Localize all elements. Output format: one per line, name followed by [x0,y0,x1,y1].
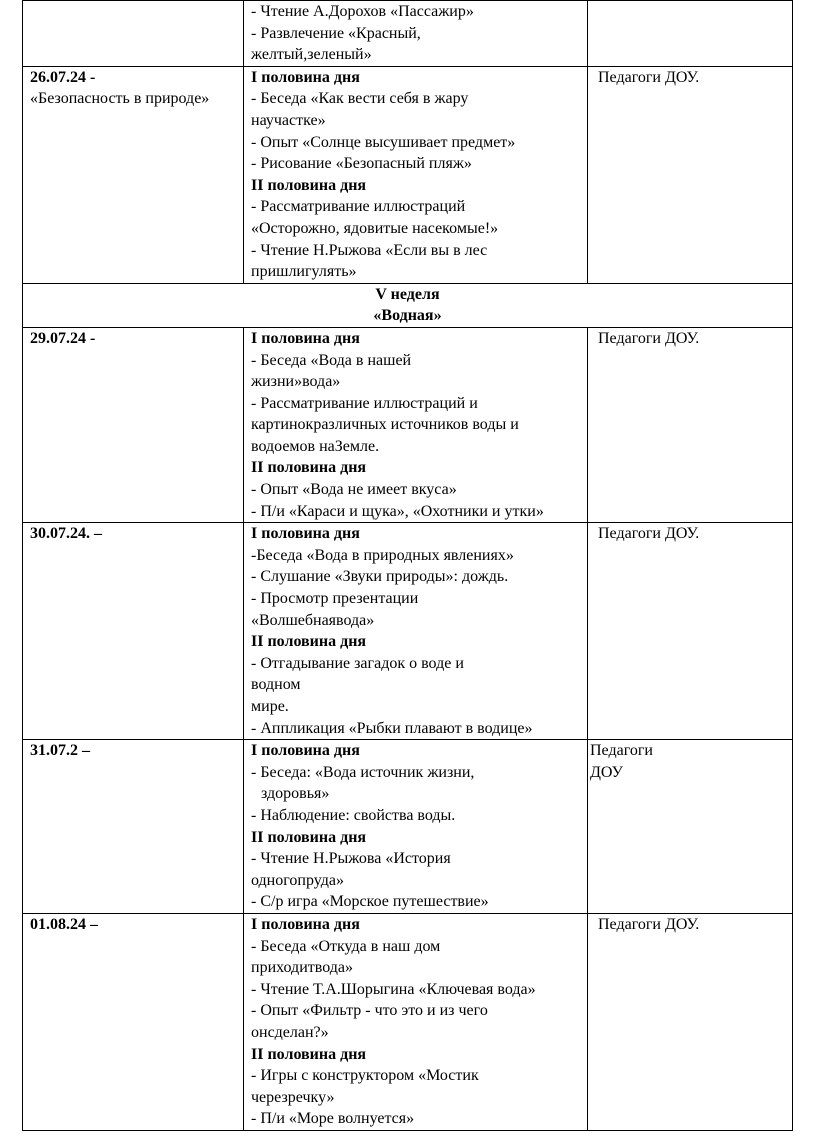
activity-line: водном [251,676,301,694]
responsible-label: Педагоги ДОУ. [598,525,700,543]
schedule-row [23,740,793,914]
half-day-heading: II половина дня [251,176,367,194]
half-day-heading: II половина дня [251,1045,367,1063]
day-topic: «Безопасность в природе» [30,90,210,108]
activity-line: водоемов наЗемле. [251,437,380,455]
half-day-heading: II половина дня [251,828,367,846]
activity-line: - Рисование «Безопасный пляж» [251,155,472,173]
activity-line: - Беседа «Вода в нашей [251,351,412,369]
week-header [23,283,793,327]
activity-line: - Опыт «Солнце высушивает предмет» [251,133,516,151]
schedule-row [23,1,793,67]
half-day-heading: I половина дня [251,329,360,347]
activity-line: - Развлечение «Красный, [251,24,421,42]
activity-line: - Чтение Т.А.Шорыгина «Ключевая вода» [251,980,536,998]
date-cell [23,66,244,283]
schedule-table [22,0,793,1131]
responsible-cell [588,523,793,740]
activity-line: - Беседа «Как вести себя в жару [251,90,469,108]
activity-line: -Беседа «Вода в природных явлениях» [251,546,514,564]
schedule-body [23,1,793,1131]
responsible-label: Педагоги ДОУ. [598,915,700,933]
activity-line: «Осторожно, ядовитые насекомые!» [251,219,499,237]
week-header-line: V неделя [375,285,440,303]
activity-line: пришлигулять» [251,263,357,281]
responsible-label: Педагоги ДОУ [590,742,653,781]
half-day-heading: I половина дня [251,525,360,543]
week-header-line: «Водная» [373,307,442,325]
activity-line: - Чтение Н.Рыжова «Если вы в лес [251,241,488,259]
activity-line: - Наблюдение: свойства воды. [251,806,456,824]
date-cell [23,1,244,67]
schedule-row [23,66,793,283]
half-day-heading: I половина дня [251,742,360,760]
activity-line: - Опыт «Фильтр - что это и из чего [251,1002,488,1020]
activity-line: - Просмотр презентации [251,590,419,608]
activity-line: онсделан?» [251,1023,329,1041]
activity-line: мире. [251,698,289,715]
week-header-row [23,283,793,327]
activity-line: черезречку» [251,1088,335,1106]
responsible-cell [588,1,793,67]
activity-line: - Чтение Н.Рыжова «История [251,850,451,868]
activity-line: - Чтение А.Дорохов «Пассажир» [251,3,474,20]
activity-line: жизни»вода» [251,373,341,391]
date-label: 01.08.24 – [30,915,98,933]
responsible-cell [588,913,793,1130]
activities-cell [244,66,588,283]
half-day-heading: I половина дня [251,915,360,933]
date-label: 30.07.24. – [30,525,102,543]
date-label: 26.07.24 - [30,68,96,86]
activity-line: - С/р игра «Морское путешествие» [251,893,489,911]
half-day-heading: I половина дня [251,68,360,86]
activity-line: картинокразличных источников воды и [251,416,519,434]
activity-line: - П/и «Караси и щука», «Охотники и утки» [251,502,544,520]
activities-cell [244,913,588,1130]
activity-line: - Беседа «Откуда в наш дом [251,937,441,955]
activity-line: одногопруда» [251,871,344,889]
date-cell [23,740,244,914]
activity-line: - Рассматривание иллюстраций и [251,394,478,412]
responsible-label: Педагоги ДОУ. [598,68,700,86]
activity-line: желтый,зеленый» [251,46,372,64]
date-label: 29.07.24 - [30,329,96,347]
activities-cell [244,1,588,67]
date-cell [23,523,244,740]
schedule-row [23,327,793,522]
activities-cell [244,327,588,522]
activity-line: приходитвода» [251,959,353,977]
responsible-cell [588,740,793,914]
activity-line: научастке» [251,111,326,129]
activity-line: «Волшебнаявода» [251,611,375,629]
half-day-heading: II половина дня [251,633,367,651]
half-day-heading: II половина дня [251,459,367,477]
activity-line: - П/и «Море волнуется» [251,1110,415,1128]
activity-line: - Аппликация «Рыбки плавают в водице» [251,719,533,737]
activity-line: - Игры с конструктором «Мостик [251,1067,479,1085]
schedule-row [23,913,793,1130]
activities-cell [244,523,588,740]
responsible-cell [588,66,793,283]
date-label: 31.07.2 – [30,742,90,760]
activity-line: здоровья» [261,785,330,803]
responsible-label: Педагоги ДОУ. [598,329,700,347]
activity-line: - Отгадывание загадок о воде и [251,654,464,672]
schedule-row [23,523,793,740]
date-cell [23,327,244,522]
date-cell [23,913,244,1130]
activity-line: - Беседа: «Вода источник жизни, [251,763,475,781]
responsible-cell [588,327,793,522]
activity-line: - Опыт «Вода не имеет вкуса» [251,481,457,499]
activities-cell [244,740,588,914]
activity-line: - Рассматривание иллюстраций [251,198,466,216]
activity-line: - Слушание «Звуки природы»: дождь. [251,568,509,586]
